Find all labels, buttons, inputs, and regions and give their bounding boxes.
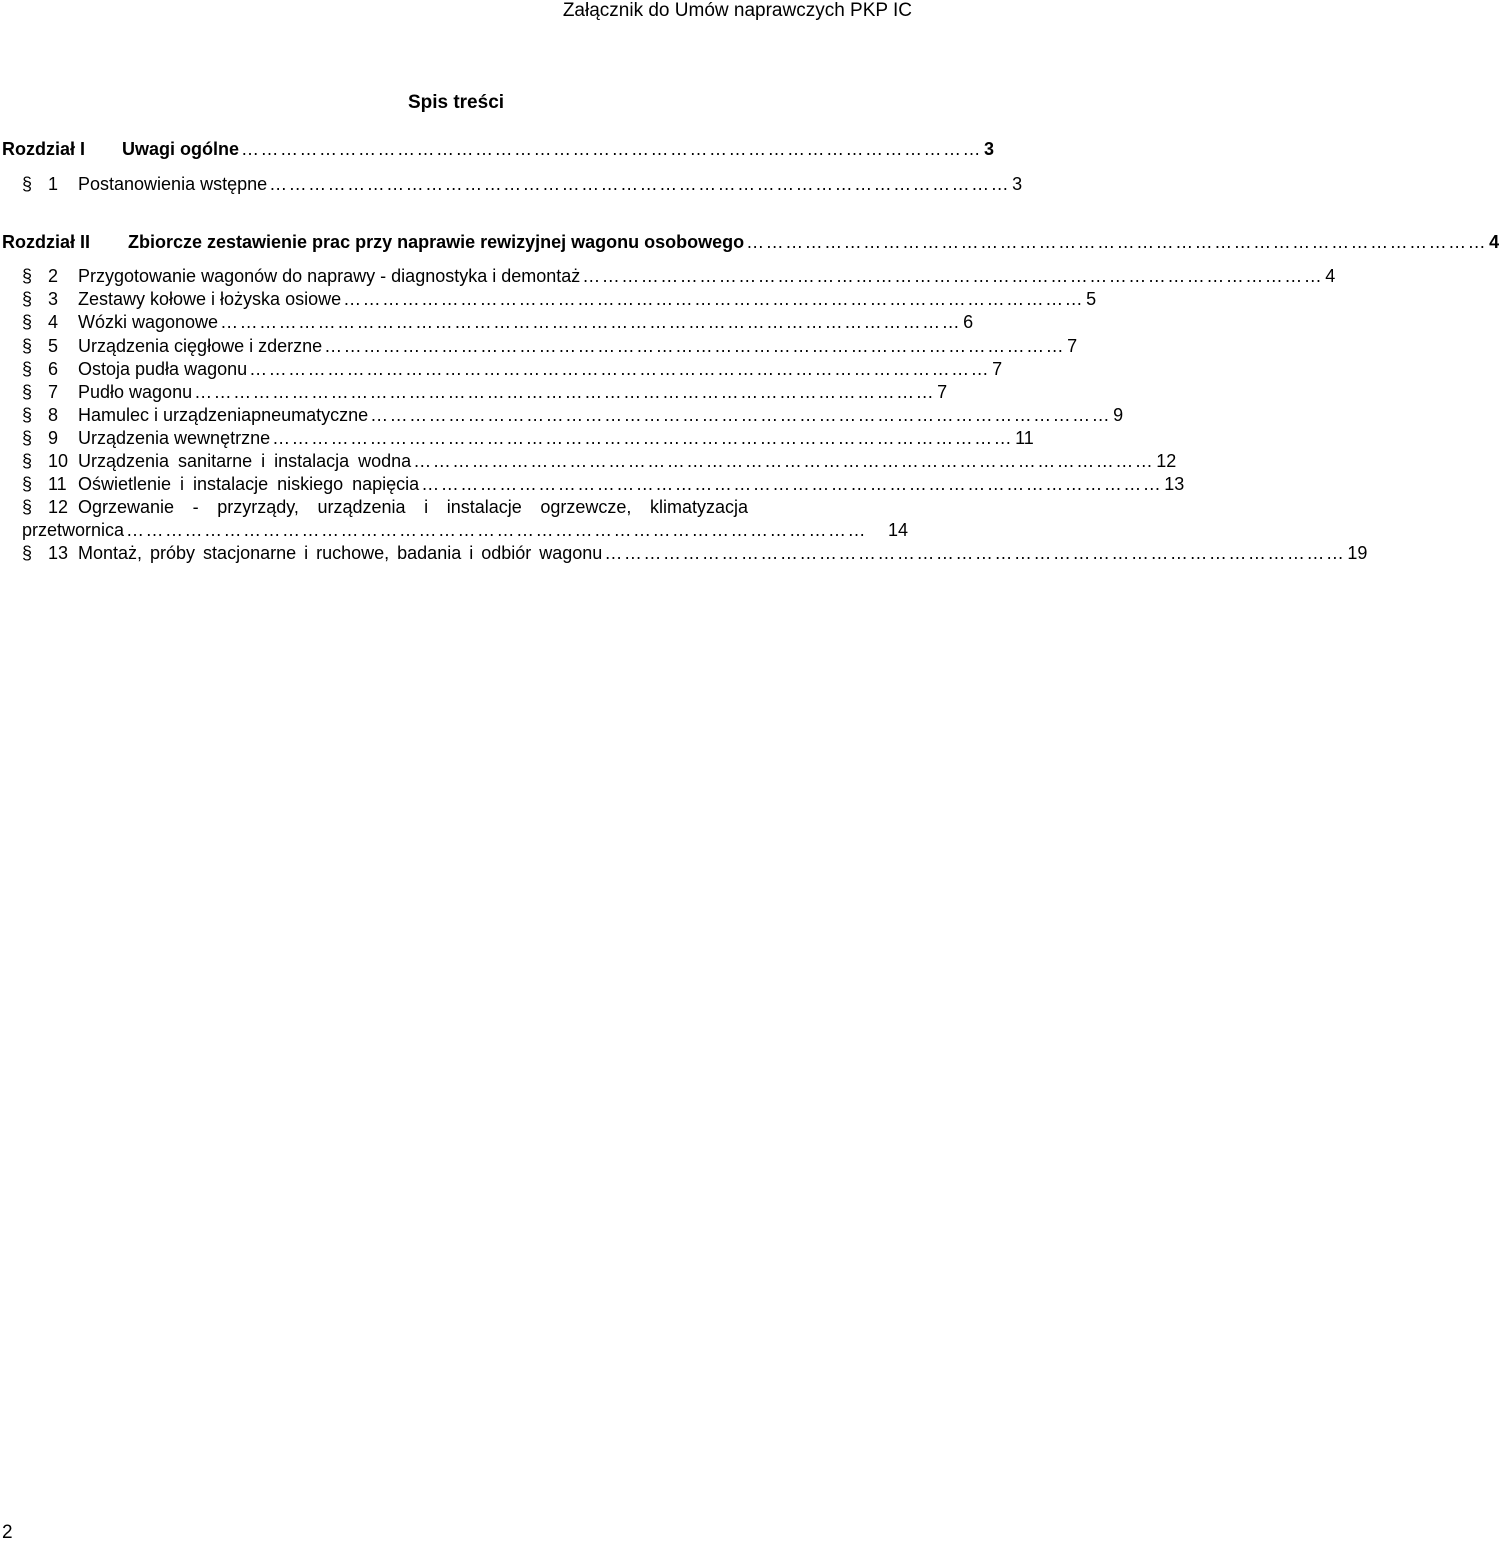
page-number: 4 [1325,266,1336,286]
section-symbol: § [22,382,33,402]
dot-leader: …………………………………………………………………………………………………… [343,289,1085,309]
dot-leader: …………………………………………………………………………………………………… [269,174,1011,194]
page-number: 7 [1067,336,1078,356]
section-title: Przygotowanie wagonów do naprawy - diagnostyka i demontaż [78,266,581,286]
dot-leader: …………………………………………………………………………………………………… [421,474,1163,494]
toc-section-6[interactable] [22,359,1003,380]
section-title-continued: przetwornica [22,520,125,540]
chapter-title: Uwagi ogólne [122,139,239,159]
toc-section-13[interactable] [22,543,1368,564]
dot-leader: …………………………………………………………………………………………………… [413,451,1155,471]
section-number: 13 [48,543,69,563]
section-number: 10 [48,451,69,471]
dot-leader: …………………………………………………………………………………………………… [220,312,962,332]
section-title: Oświetlenie i instalacje niskiego napięcia [78,474,420,494]
toc-section-11[interactable] [22,474,1185,495]
section-title: Pudło wagonu [78,382,193,402]
toc-section-3[interactable] [22,289,1097,310]
section-symbol: § [22,543,33,563]
toc-section-12-continued[interactable] [22,520,908,541]
page-number: 19 [1347,543,1368,563]
page-number: 11 [1015,428,1034,448]
section-number: 8 [48,405,59,425]
toc-section-1[interactable] [22,174,1023,195]
chapter-label: Rozdział I [2,139,86,159]
page-number: 5 [1086,289,1097,309]
toc-chapter-2[interactable] [2,232,1499,253]
section-title: Zestawy kołowe i łożyska osiowe [78,289,342,309]
section-number: 3 [48,289,59,309]
toc-section-7[interactable] [22,382,948,403]
section-title: Hamulec i urządzeniapneumatyczne [78,405,369,425]
section-title: Postanowienia wstępne [78,174,268,194]
toc-section-12[interactable] [22,497,748,518]
section-title: Urządzenia sanitarne i instalacja wodna [78,451,412,471]
page-number-footer: 2 [2,1522,13,1543]
section-symbol: § [22,289,33,309]
page-number: 7 [992,359,1003,379]
section-symbol: § [22,359,33,379]
section-number: 6 [48,359,59,379]
page-number: 4 [1489,232,1499,252]
section-title: Wózki wagonowe [78,312,219,332]
dot-leader: …………………………………………………………………………………………………… [194,382,936,402]
toc-section-2[interactable] [22,266,1336,287]
section-symbol: § [22,266,33,286]
section-symbol: § [22,497,33,517]
section-symbol: § [22,428,33,448]
page-number: 12 [1156,451,1177,471]
toc-section-9[interactable] [22,428,1034,449]
page-number: 14 [887,520,908,540]
dot-leader: …………………………………………………………………………………………………… [324,336,1066,356]
section-title: Montaż, próby stacjonarne i ruchowe, badania i odbiór wagonu [78,543,603,563]
toc-section-5[interactable] [22,336,1078,357]
section-title: Ogrzewanie - przyrządy, urządzenia i instalacje ogrzewcze, klimatyzacja [78,497,748,517]
toc-section-4[interactable] [22,312,974,333]
dot-leader: …………………………………………………………………………………………………… [272,428,1014,448]
chapter-label: Rozdział II [2,232,91,252]
document-header: Załącznik do Umów naprawczych PKP IC [562,0,912,21]
dot-leader: …………………………………………………………………………………………………… [249,359,991,379]
toc-title: Spis treści [407,92,505,113]
section-number: 11 [48,474,67,494]
section-title: Ostoja pudła wagonu [78,359,248,379]
section-number: 5 [48,336,59,356]
dot-leader: …………………………………………………………………………………………………… [746,232,1488,252]
section-symbol: § [22,174,33,194]
dot-leader: …………………………………………………………………………………………………… [582,266,1324,286]
section-number: 4 [48,312,59,332]
section-symbol: § [22,312,33,332]
chapter-title: Zbiorcze zestawienie prac przy naprawie rewizyjnej wagonu osobowego [128,232,745,252]
dot-leader: …………………………………………………………………………………………………… [370,405,1112,425]
section-number: 1 [48,174,59,194]
toc-chapter-1[interactable] [2,139,995,160]
section-number: 2 [48,266,59,286]
page-number: 13 [1164,474,1185,494]
section-symbol: § [22,451,33,471]
section-number: 9 [48,428,59,448]
section-title: Urządzenia wewnętrzne [78,428,271,448]
section-title: Urządzenia cięgłowe i zderzne [78,336,323,356]
toc-section-8[interactable] [22,405,1124,426]
dot-leader: …………………………………………………………………………………………………… [126,520,868,540]
page-number: 3 [1012,174,1023,194]
section-symbol: § [22,336,33,356]
section-number: 7 [48,382,59,402]
toc-section-10[interactable] [22,451,1177,472]
section-symbol: § [22,474,33,494]
page-number: 3 [984,139,995,159]
dot-leader: …………………………………………………………………………………………………… [604,543,1346,563]
section-number: 12 [48,497,69,517]
dot-leader: …………………………………………………………………………………………………… [241,139,982,159]
section-symbol: § [22,405,33,425]
page-number: 7 [937,382,948,402]
page-number: 6 [963,312,974,332]
page-number: 9 [1113,405,1124,425]
